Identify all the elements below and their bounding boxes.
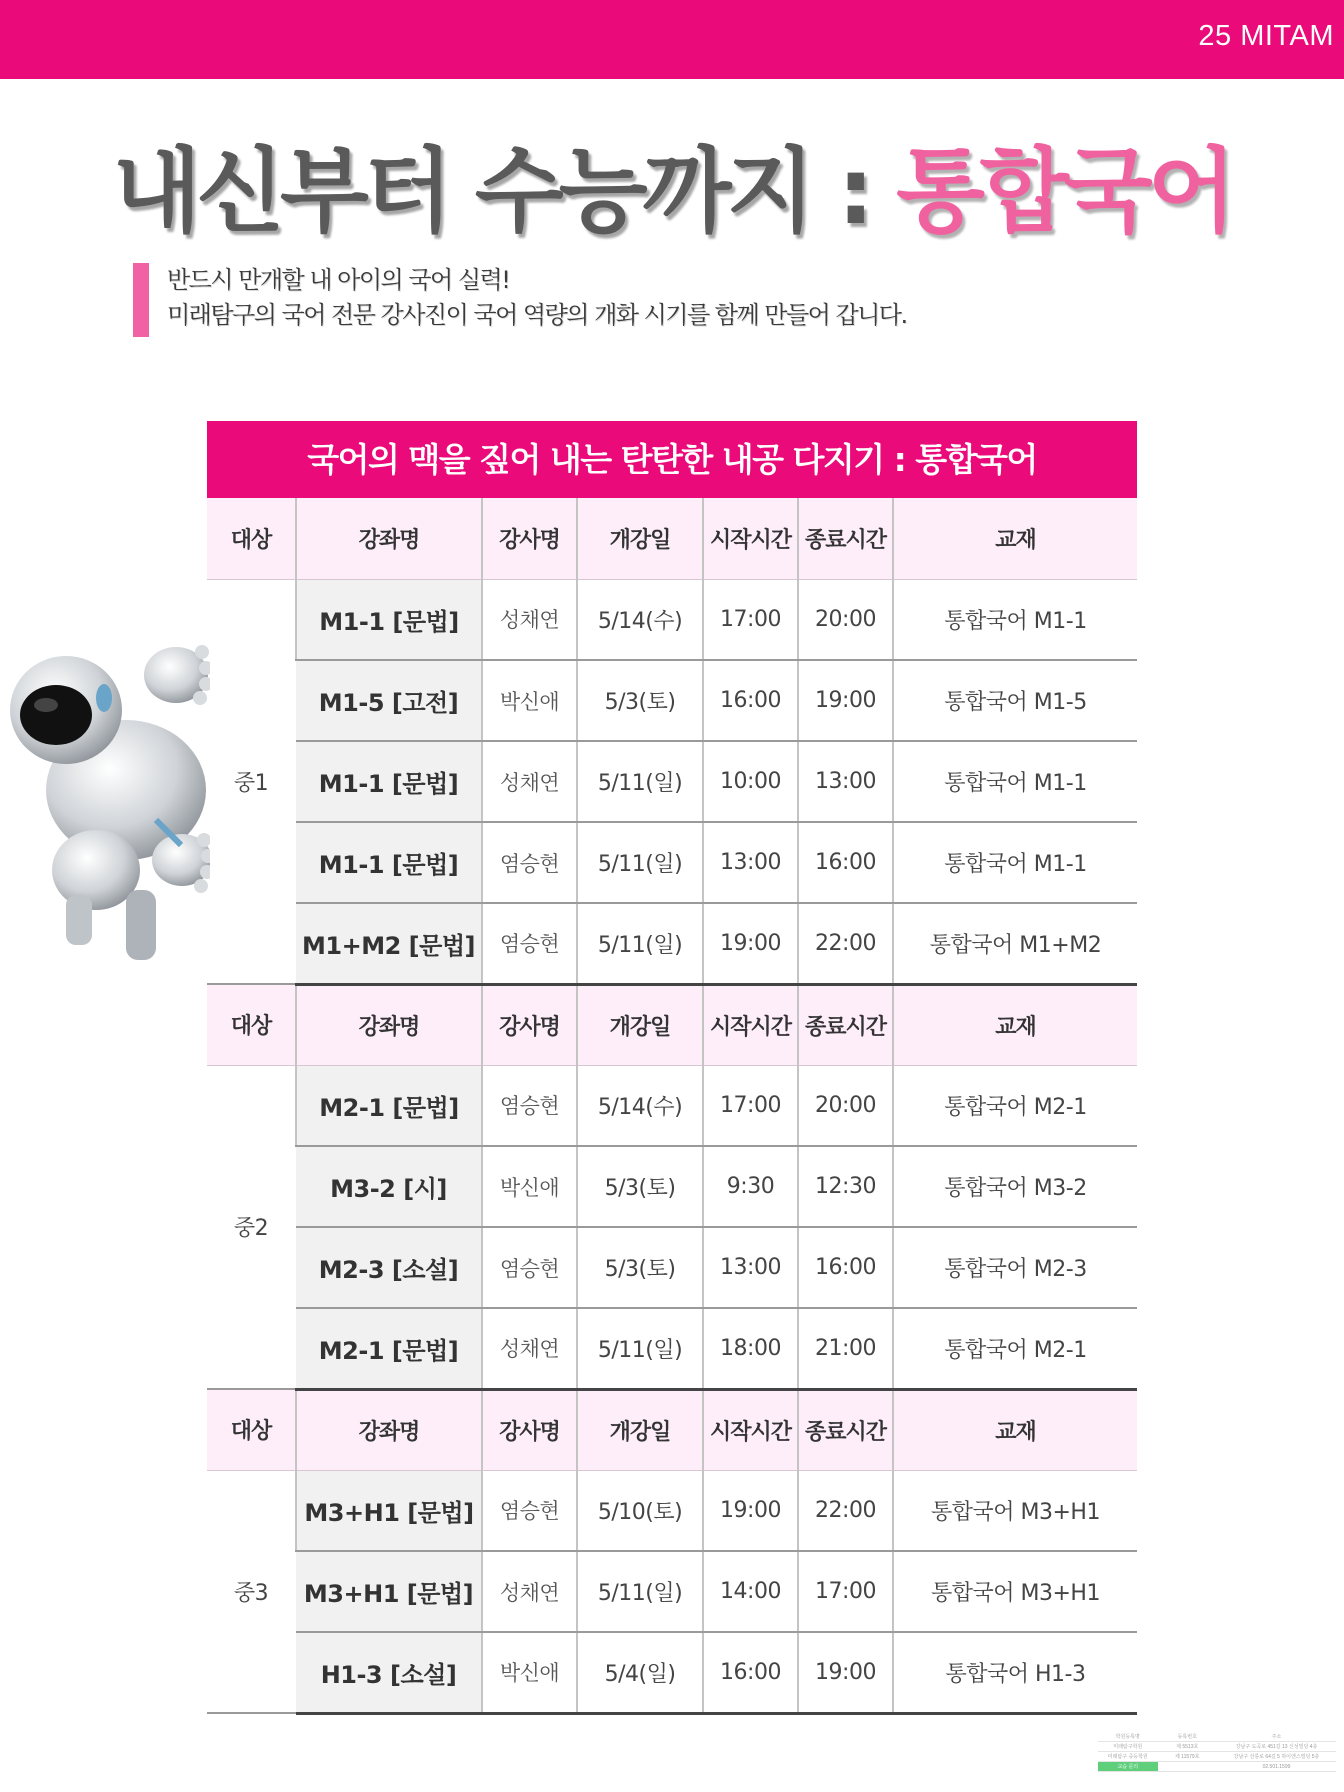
textbook-cell: 통합국어 M1-1 (893, 822, 1137, 903)
header-course: 강좌명 (296, 498, 482, 579)
academy-info-row (1098, 1742, 1336, 1752)
table-header-row (207, 984, 1137, 1065)
textbook-cell: 통합국어 M2-1 (893, 1065, 1137, 1146)
academy-info-cell: 강남구 선릉로 64길 5 하이엔스빌딩 5층 (1233, 1754, 1320, 1760)
academy-info-cell (1158, 1762, 1218, 1771)
table-row (207, 1065, 1137, 1146)
course-name-cell: M1-1 [문법] (296, 741, 482, 822)
schedule-table (207, 498, 1137, 1715)
instructor-cell: 성채연 (482, 579, 577, 660)
course-name-cell: M2-3 [소설] (296, 1227, 482, 1308)
intro-line: 미래탐구의 국어 전문 강사진이 국어 역량의 개화 시기를 함께 만들어 갑니다. (167, 301, 907, 329)
start-time-cell: 17:00 (703, 1065, 798, 1146)
header-textbook: 교재 (893, 1389, 1137, 1470)
start-time-cell: 10:00 (703, 741, 798, 822)
instructor-cell: 성채연 (482, 1551, 577, 1632)
start-date-cell: 5/11(일) (577, 1551, 703, 1632)
end-time-cell: 19:00 (798, 660, 893, 741)
instructor-cell: 성채연 (482, 741, 577, 822)
instructor-cell: 염승현 (482, 1227, 577, 1308)
start-date-cell: 5/11(일) (577, 822, 703, 903)
start-date-cell: 5/3(토) (577, 1146, 703, 1227)
start-time-cell: 16:00 (703, 1632, 798, 1713)
table-row (207, 1551, 1137, 1632)
textbook-cell: 통합국어 M3-2 (893, 1146, 1137, 1227)
start-date-cell: 5/14(수) (577, 579, 703, 660)
header-instructor: 강사명 (482, 984, 577, 1065)
course-name-cell: M1-1 [문법] (296, 822, 482, 903)
start-time-cell: 13:00 (703, 822, 798, 903)
academy-info-box (1098, 1732, 1336, 1782)
start-time-cell: 13:00 (703, 1227, 798, 1308)
end-time-cell: 22:00 (798, 1470, 893, 1551)
header-textbook: 교재 (893, 984, 1137, 1065)
header-instructor: 강사명 (482, 498, 577, 579)
start-time-cell: 17:00 (703, 579, 798, 660)
grade-cell: 중3 (207, 1470, 296, 1713)
header-instructor: 강사명 (482, 1389, 577, 1470)
header-course: 강좌명 (296, 1389, 482, 1470)
table-title: 국어의 맥을 짚어 내는 탄탄한 내공 다지기 : 통합국어 (207, 421, 1137, 498)
end-time-cell: 21:00 (798, 1308, 893, 1389)
page-headline (0, 118, 1344, 250)
headline-main: 내신부터 수능까지 : (112, 138, 897, 245)
course-name-cell: M2-1 [문법] (296, 1065, 482, 1146)
instructor-cell: 염승현 (482, 822, 577, 903)
course-name-cell: M1-5 [고전] (296, 660, 482, 741)
start-date-cell: 5/3(토) (577, 1227, 703, 1308)
header-target: 대상 (207, 984, 296, 1065)
header-start-date: 개강일 (577, 984, 703, 1065)
table-row (207, 1470, 1137, 1551)
instructor-cell: 박신애 (482, 1632, 577, 1713)
schedule-table-wrapper (207, 498, 1137, 1715)
academy-info-row (1098, 1752, 1336, 1762)
start-date-cell: 5/3(토) (577, 660, 703, 741)
academy-info-cell: 제 5513호 (1176, 1744, 1199, 1750)
end-time-cell: 22:00 (798, 903, 893, 984)
table-row (207, 1308, 1137, 1389)
header-end-time: 종료시간 (798, 984, 893, 1065)
academy-info-row (1098, 1732, 1336, 1742)
start-time-cell: 9:30 (703, 1146, 798, 1227)
start-time-cell: 19:00 (703, 903, 798, 984)
academy-info-cell: 미래탐구 중등학원 (1107, 1754, 1148, 1760)
table-row (207, 660, 1137, 741)
academy-info-cell: 학원등록명 (1115, 1734, 1140, 1740)
header-target: 대상 (207, 498, 296, 579)
table-row (207, 579, 1137, 660)
textbook-cell: 통합국어 M1-1 (893, 579, 1137, 660)
schedule-body (207, 498, 1137, 1713)
instructor-cell: 성채연 (482, 1308, 577, 1389)
course-name-cell: M1+M2 [문법] (296, 903, 482, 984)
academy-info-cell: 교습 문의 (1098, 1762, 1158, 1771)
end-time-cell: 19:00 (798, 1632, 893, 1713)
end-time-cell: 17:00 (798, 1551, 893, 1632)
header-start-time: 시작시간 (703, 984, 798, 1065)
academy-info-cell: 미래탐구학원 (1113, 1744, 1143, 1750)
textbook-cell: 통합국어 M1-5 (893, 660, 1137, 741)
table-row (207, 741, 1137, 822)
header-start-time: 시작시간 (703, 1389, 798, 1470)
textbook-cell: 통합국어 M3+H1 (893, 1470, 1137, 1551)
instructor-cell: 염승현 (482, 1470, 577, 1551)
start-time-cell: 16:00 (703, 660, 798, 741)
header-end-time: 종료시간 (798, 1389, 893, 1470)
grade-cell: 중2 (207, 1065, 296, 1389)
end-time-cell: 20:00 (798, 579, 893, 660)
start-time-cell: 14:00 (703, 1551, 798, 1632)
table-header-row (207, 1389, 1137, 1470)
start-date-cell: 5/4(일) (577, 1632, 703, 1713)
robot-mascot-image (6, 640, 210, 970)
intro-block (133, 263, 907, 337)
textbook-cell: 통합국어 H1-3 (893, 1632, 1137, 1713)
intro-line: 반드시 만개할 내 아이의 국어 실력! (167, 266, 510, 294)
header-end-time: 종료시간 (798, 498, 893, 579)
end-time-cell: 12:30 (798, 1146, 893, 1227)
table-row (207, 1146, 1137, 1227)
table-row (207, 1632, 1137, 1713)
header-start-date: 개강일 (577, 498, 703, 579)
academy-info-cell: 강남구 도곡로 451길 13 신성빌딩 4층 (1235, 1744, 1318, 1750)
end-time-cell: 20:00 (798, 1065, 893, 1146)
end-time-cell: 16:00 (798, 822, 893, 903)
academy-info-row (1098, 1762, 1336, 1772)
instructor-cell: 염승현 (482, 1065, 577, 1146)
textbook-cell: 통합국어 M2-3 (893, 1227, 1137, 1308)
header-start-date: 개강일 (577, 1389, 703, 1470)
table-row (207, 903, 1137, 984)
start-date-cell: 5/11(일) (577, 1308, 703, 1389)
top-bar (0, 0, 1344, 79)
headline-accent: 통합국어 (896, 138, 1232, 245)
course-name-cell: M3+H1 [문법] (296, 1551, 482, 1632)
course-name-cell: M1-1 [문법] (296, 579, 482, 660)
academy-info-cell: 제 11579호 (1174, 1754, 1200, 1760)
start-time-cell: 19:00 (703, 1470, 798, 1551)
header-target: 대상 (207, 1389, 296, 1470)
start-date-cell: 5/10(토) (577, 1470, 703, 1551)
grade-cell: 중1 (207, 579, 296, 984)
academy-info-cell: 등록번호 (1177, 1734, 1197, 1740)
brand-label: 25 MITAM (1198, 20, 1334, 52)
course-name-cell: M2-1 [문법] (296, 1308, 482, 1389)
table-row (207, 1227, 1137, 1308)
start-time-cell: 18:00 (703, 1308, 798, 1389)
header-course: 강좌명 (296, 984, 482, 1065)
header-textbook: 교재 (893, 498, 1137, 579)
academy-info-cell: 02.501.1599 (1262, 1764, 1291, 1770)
instructor-cell: 염승현 (482, 903, 577, 984)
instructor-cell: 박신애 (482, 1146, 577, 1227)
textbook-cell: 통합국어 M2-1 (893, 1308, 1137, 1389)
textbook-cell: 통합국어 M3+H1 (893, 1551, 1137, 1632)
textbook-cell: 통합국어 M1-1 (893, 741, 1137, 822)
table-header-row (207, 498, 1137, 579)
start-date-cell: 5/14(수) (577, 1065, 703, 1146)
start-date-cell: 5/11(일) (577, 903, 703, 984)
end-time-cell: 16:00 (798, 1227, 893, 1308)
textbook-cell: 통합국어 M1+M2 (893, 903, 1137, 984)
start-date-cell: 5/11(일) (577, 741, 703, 822)
instructor-cell: 박신애 (482, 660, 577, 741)
course-name-cell: H1-3 [소설] (296, 1632, 482, 1713)
header-start-time: 시작시간 (703, 498, 798, 579)
course-name-cell: M3-2 [시] (296, 1146, 482, 1227)
academy-info-cell: 주소 (1271, 1734, 1282, 1740)
course-name-cell: M3+H1 [문법] (296, 1470, 482, 1551)
table-row (207, 822, 1137, 903)
end-time-cell: 13:00 (798, 741, 893, 822)
